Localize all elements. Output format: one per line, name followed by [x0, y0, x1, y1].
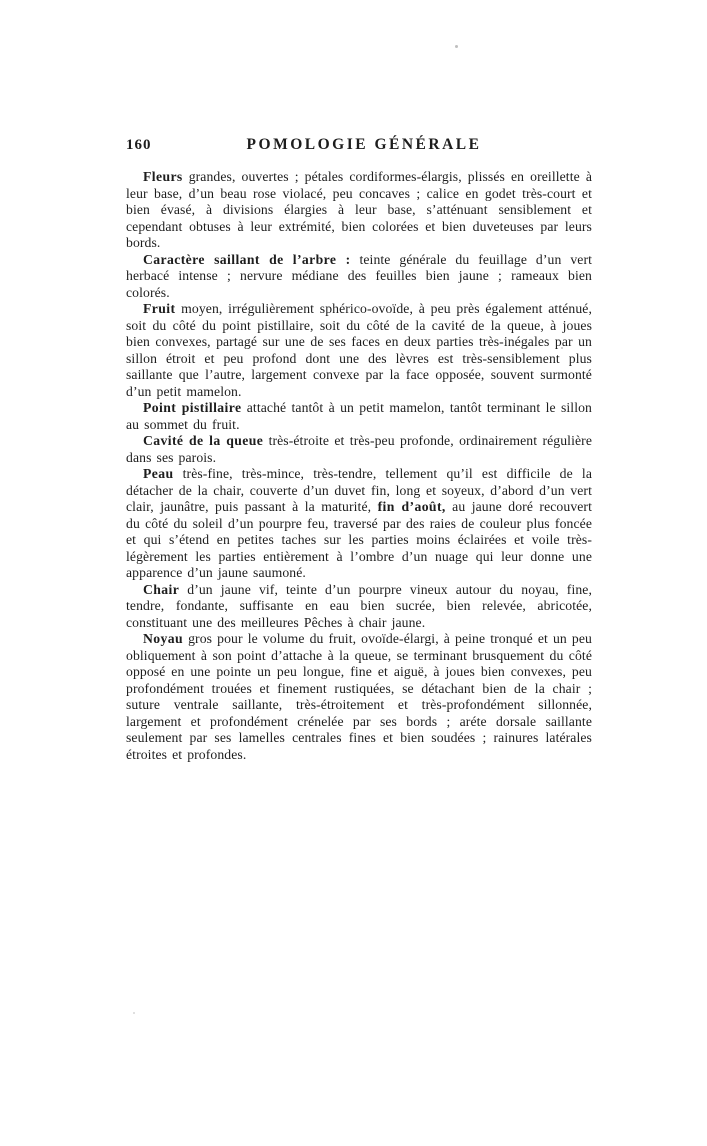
paragraph-lead: Fruit: [143, 301, 176, 316]
running-title: POMOLOGIE GÉNÉRALE: [246, 136, 482, 153]
paragraph-lead: Point pistillaire: [143, 400, 242, 415]
paragraph-caractere-saillant: [126, 252, 592, 302]
paragraph-peau: [126, 466, 592, 582]
running-head: [126, 136, 592, 154]
paragraph-text: très-fine, très-mince, très-tendre, tellement qu’il est difficile de la détacher de la chair, couverte d’un duvet fin, long et soyeux, d’abord d’un vert clair, jaunâtre, puis passant à la maturité,: [126, 466, 592, 514]
paragraph-lead: Chair: [143, 581, 180, 597]
paragraph-inline-bold: fin d’août,: [377, 499, 446, 514]
paragraph-lead: Cavité de la queue: [143, 433, 264, 448]
paragraph-text: teinte générale du feuillage d’un vert herbacé intense ; nervure médiane des feuilles bien jaune ; rameaux bien colorés.: [126, 251, 592, 300]
scan-speck: [455, 45, 458, 48]
paragraph-cavite-queue: [126, 433, 592, 466]
paragraph-text: attaché tantôt à un petit mamelon, tantôt terminant le sillon au sommet du fruit.: [126, 400, 592, 432]
paragraph-fleurs: [126, 169, 592, 252]
text-block: [126, 136, 592, 763]
paragraph-text: d’un jaune vif, teinte d’un pourpre vineux autour du noyau, fine, tendre, fondante, suffisante en eau bien sucrée, bien relevée, abricotée, constituant une des meilleures Pêches à chair jaune.: [126, 581, 592, 630]
paragraph-chair: [126, 582, 592, 632]
paragraph-text: gros pour le volume du fruit, ovoïde-élargi, à peine tronqué et un peu obliquement à son point d’attache à la queue, se terminant brusquement du côté opposé en une pointe un peu longue, fine et aiguë, à joues bien convexes, peu profondément trouées et finement rustiquées, se détachant bien de la chair ; suture ventrale saillante, très-étroitement et très-profondément sillonnée, largement et profondément crénelée par ses bords ; aréte dorsale saillante seulement par ses lamelles centrales fines et bien soudées ; rainures latérales étroites et profondes.: [126, 631, 592, 762]
paragraph-text: moyen, irrégulièrement sphérico-ovoïde, à peu près également atténué, soit du côté du point pistillaire, soit du côté de la cavité de la queue, à joues bien convexes, partagé sur une de ses faces en deux parties très-inégales par un sillon étroit et peu profond dont une des lèvres est très-sensiblement plus saillante que l’autre, largement convexe par la face opposée, souvent surmonté d’un petit mamelon.: [126, 301, 592, 399]
scan-speck: [133, 1012, 135, 1014]
paragraph-lead: Noyau: [143, 631, 184, 646]
paragraph-lead: Fleurs: [143, 169, 183, 184]
paragraph-text: au jaune doré recouvert du côté du soleil d’un pourpre feu, traversé par des raies de couleur plus foncée et qui s’étend en petites taches sur les parties moins éclairées et voile très-légèrement les parties entièrement à l’ombre d’un nuage qui leur donne une apparence d’un jaune saumoné.: [126, 499, 592, 580]
paragraph-lead: Caractère saillant de l’arbre :: [143, 251, 351, 267]
paragraph-text: très-étroite et très-peu profonde, ordinairement régulière dans ses parois.: [126, 433, 593, 465]
paragraph-fruit: [126, 301, 592, 400]
paragraph-noyau: [126, 631, 592, 763]
paragraph-text: grandes, ouvertes ; pétales cordiformes-élargis, plissés en oreillette à leur base, d’un beau rose violacé, peu concaves ; calice en godet très-court et bien évasé, à divisions élargies à leur base, s’atténuant sensiblement et cependant obtuses à leur extrémité, bien colorées et bien duveteuses par leurs bords.: [126, 169, 592, 250]
paragraph-lead: Peau: [143, 466, 174, 481]
page-number: 160: [126, 137, 152, 153]
paragraph-point-pistillaire: [126, 400, 592, 433]
